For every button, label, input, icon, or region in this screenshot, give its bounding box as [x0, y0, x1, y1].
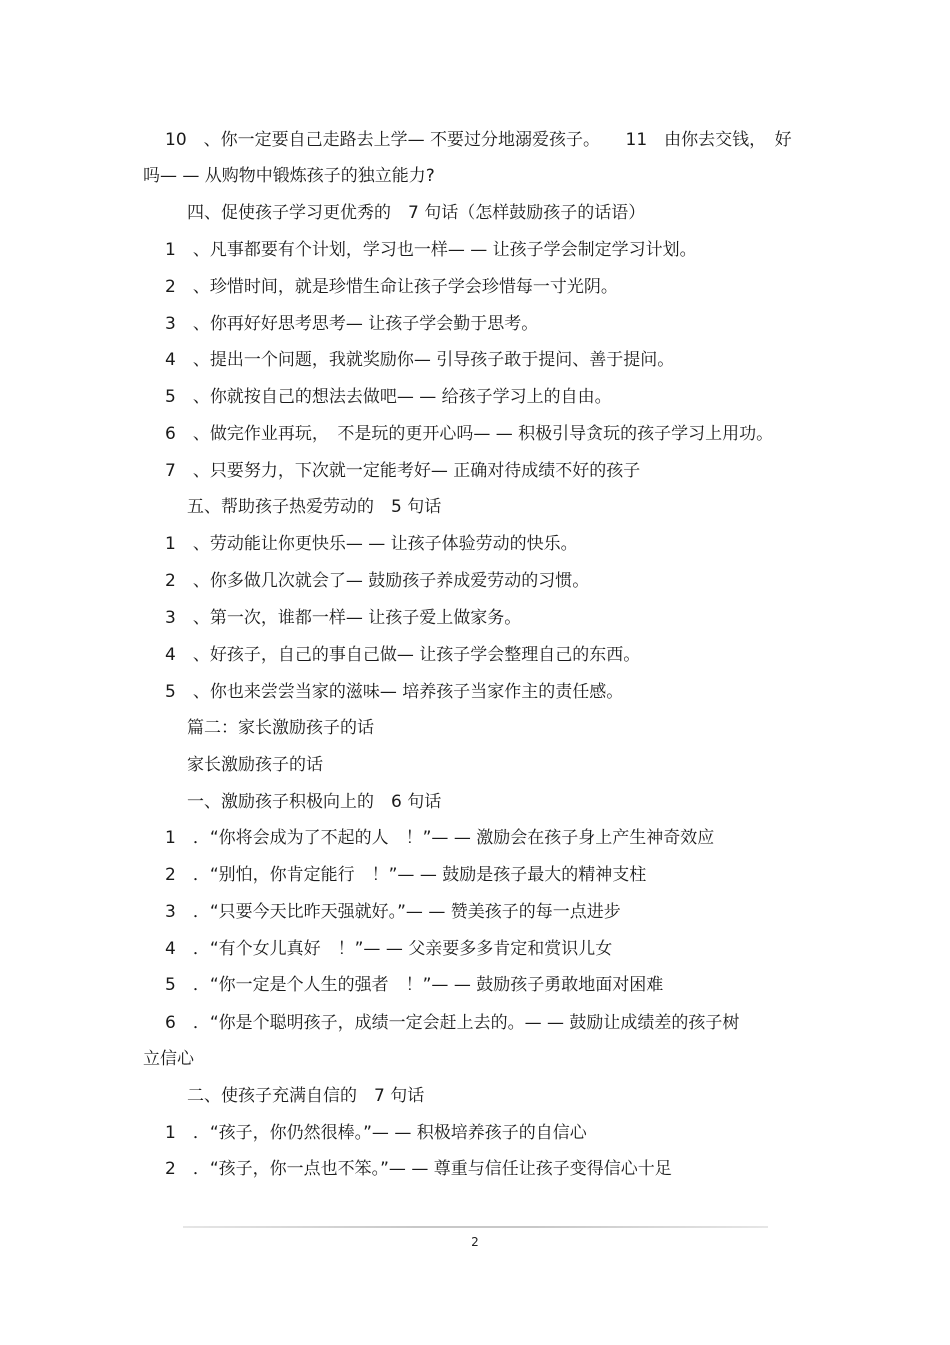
section-heading: 四、促使孩子学习更优秀的 7 句话（怎样鼓励孩子的话语）	[187, 203, 646, 223]
footer-divider	[183, 1226, 768, 1228]
section-heading: 二、使孩子充满自信的 7 句话	[187, 1086, 425, 1106]
text-line: 1 ．“孩子，你仍然很棒。”— — 积极培养孩子的自信心	[165, 1123, 587, 1143]
article-subtitle: 家长激励孩子的话	[187, 755, 323, 775]
text-line: 6 ．“你是个聪明孩子，成绩一定会赶上去的。— — 鼓励让成绩差的孩子树	[165, 1013, 740, 1033]
text-line: 4 、提出一个问题，我就奖励你— 引导孩子敢于提问、善于提问。	[165, 350, 675, 370]
page-number: 2	[471, 1235, 479, 1249]
text-line: 1 、劳动能让你更快乐— — 让孩子体验劳动的快乐。	[165, 534, 578, 554]
text-line: 10 、你一定要自己走路去上学— 不要过分地溺爱孩子。 11 由你去交钱， 好	[165, 130, 792, 150]
text-line: 7 、只要努力，下次就一定能考好— 正确对待成绩不好的孩子	[165, 461, 641, 481]
section-heading: 五、帮助孩子热爱劳动的 5 句话	[187, 497, 442, 517]
text-line: 3 ．“只要今天比昨天强就好。”— — 赞美孩子的每一点进步	[165, 902, 621, 922]
text-line: 6 、做完作业再玩， 不是玩的更开心吗— — 积极引导贪玩的孩子学习上用功。	[165, 424, 774, 444]
text-line: 2 ．“别怕，你肯定能行 ！”— — 鼓励是孩子最大的精神支柱	[165, 865, 647, 885]
text-line: 5 、你就按自己的想法去做吧— — 给孩子学习上的自由。	[165, 387, 612, 407]
text-line: 1 、凡事都要有个计划，学习也一样— — 让孩子学会制定学习计划。	[165, 240, 697, 260]
text-line: 4 ．“有个女儿真好 ！”— — 父亲要多多肯定和赏识儿女	[165, 939, 613, 959]
text-line: 立信心	[143, 1049, 194, 1069]
article-title: 篇二：家长激励孩子的话	[187, 718, 374, 738]
text-line: 5 、你也来尝尝当家的滋味— 培养孩子当家作主的责任感。	[165, 682, 624, 702]
text-line: 吗— — 从购物中锻炼孩子的独立能力?	[143, 166, 435, 186]
text-line: 3 、你再好好思考思考— 让孩子学会勤于思考。	[165, 314, 539, 334]
text-line: 2 、你多做几次就会了— 鼓励孩子养成爱劳动的习惯。	[165, 571, 590, 591]
text-line: 1 ．“你将会成为了不起的人 ！”— — 激励会在孩子身上产生神奇效应	[165, 828, 715, 848]
section-heading: 一、激励孩子积极向上的 6 句话	[187, 792, 442, 812]
text-line: 4 、好孩子，自己的事自己做— 让孩子学会整理自己的东西。	[165, 645, 641, 665]
text-line: 5 ．“你一定是个人生的强者 ！”— — 鼓励孩子勇敢地面对困难	[165, 975, 664, 995]
text-line: 3 、第一次，谁都一样— 让孩子爱上做家务。	[165, 608, 522, 628]
text-line: 2 ．“孩子，你一点也不笨。”— — 尊重与信任让孩子变得信心十足	[165, 1159, 672, 1179]
text-line: 2 、珍惜时间，就是珍惜生命让孩子学会珍惜每一寸光阴。	[165, 277, 618, 297]
